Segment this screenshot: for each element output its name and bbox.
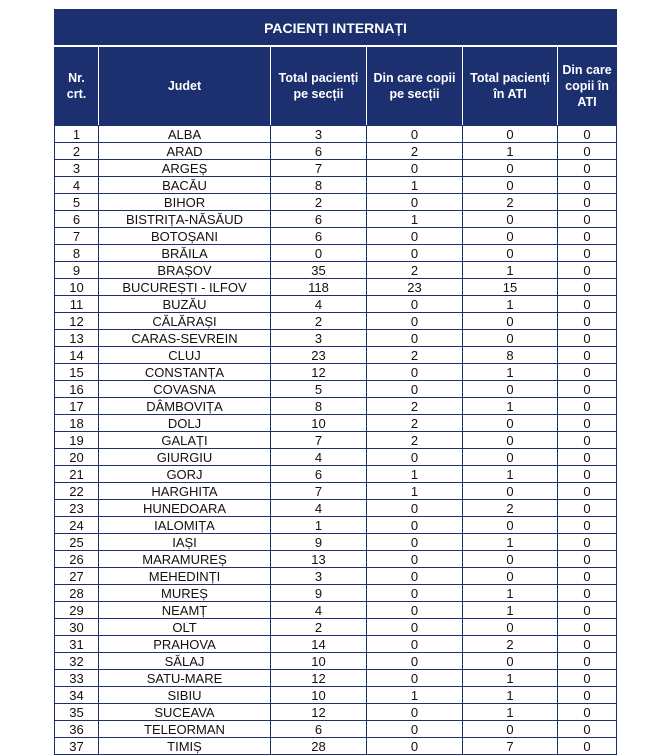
county-name: ALBA bbox=[99, 126, 271, 143]
copii-sectii: 0 bbox=[367, 738, 463, 755]
row-number: 18 bbox=[55, 415, 99, 432]
total-ati: 0 bbox=[463, 551, 558, 568]
county-name: CONSTANȚA bbox=[99, 364, 271, 381]
table-row bbox=[55, 721, 617, 738]
copii-sectii: 2 bbox=[367, 262, 463, 279]
total-ati: 1 bbox=[463, 534, 558, 551]
table-row bbox=[55, 398, 617, 415]
county-name: BUCUREȘTI - ILFOV bbox=[99, 279, 271, 296]
total-ati: 1 bbox=[463, 602, 558, 619]
row-number: 32 bbox=[55, 653, 99, 670]
copii-sectii: 0 bbox=[367, 126, 463, 143]
total-sectii: 4 bbox=[271, 602, 367, 619]
copii-ati: 0 bbox=[558, 347, 617, 364]
total-sectii: 5 bbox=[271, 381, 367, 398]
copii-sectii: 0 bbox=[367, 534, 463, 551]
copii-sectii: 1 bbox=[367, 211, 463, 228]
total-sectii: 4 bbox=[271, 296, 367, 313]
copii-ati: 0 bbox=[558, 194, 617, 211]
copii-ati: 0 bbox=[558, 466, 617, 483]
county-name: MARAMUREȘ bbox=[99, 551, 271, 568]
copii-sectii: 0 bbox=[367, 585, 463, 602]
county-name: MUREȘ bbox=[99, 585, 271, 602]
copii-ati: 0 bbox=[558, 483, 617, 500]
table-row bbox=[55, 228, 617, 245]
county-name: BIHOR bbox=[99, 194, 271, 211]
copii-sectii: 23 bbox=[367, 279, 463, 296]
total-ati: 0 bbox=[463, 653, 558, 670]
copii-sectii: 0 bbox=[367, 517, 463, 534]
table-row bbox=[55, 517, 617, 534]
county-name: GALAȚI bbox=[99, 432, 271, 449]
county-name: SIBIU bbox=[99, 687, 271, 704]
table-row bbox=[55, 160, 617, 177]
total-sectii: 9 bbox=[271, 585, 367, 602]
copii-sectii: 1 bbox=[367, 466, 463, 483]
county-name: SATU-MARE bbox=[99, 670, 271, 687]
total-sectii: 7 bbox=[271, 160, 367, 177]
county-name: TIMIȘ bbox=[99, 738, 271, 755]
patients-table-container bbox=[54, 9, 616, 755]
total-sectii: 28 bbox=[271, 738, 367, 755]
total-ati: 1 bbox=[463, 364, 558, 381]
county-name: MEHEDINȚI bbox=[99, 568, 271, 585]
row-number: 33 bbox=[55, 670, 99, 687]
row-number: 22 bbox=[55, 483, 99, 500]
copii-sectii: 0 bbox=[367, 160, 463, 177]
total-sectii: 35 bbox=[271, 262, 367, 279]
copii-ati: 0 bbox=[558, 636, 617, 653]
copii-sectii: 0 bbox=[367, 449, 463, 466]
header-copii-sectii: Din care copii pe secții bbox=[367, 46, 463, 126]
county-name: NEAMȚ bbox=[99, 602, 271, 619]
row-number: 21 bbox=[55, 466, 99, 483]
total-sectii: 7 bbox=[271, 432, 367, 449]
total-ati: 0 bbox=[463, 619, 558, 636]
copii-sectii: 0 bbox=[367, 568, 463, 585]
table-row bbox=[55, 704, 617, 721]
total-sectii: 10 bbox=[271, 653, 367, 670]
total-ati: 2 bbox=[463, 500, 558, 517]
header-total-ati: Total pacienți în ATI bbox=[463, 46, 558, 126]
copii-ati: 0 bbox=[558, 228, 617, 245]
county-name: HARGHITA bbox=[99, 483, 271, 500]
copii-ati: 0 bbox=[558, 738, 617, 755]
total-ati: 0 bbox=[463, 415, 558, 432]
header-judet: Judet bbox=[99, 46, 271, 126]
copii-sectii: 0 bbox=[367, 721, 463, 738]
copii-sectii: 2 bbox=[367, 398, 463, 415]
total-ati: 0 bbox=[463, 381, 558, 398]
total-ati: 0 bbox=[463, 160, 558, 177]
county-name: BUZĂU bbox=[99, 296, 271, 313]
copii-ati: 0 bbox=[558, 126, 617, 143]
total-ati: 0 bbox=[463, 211, 558, 228]
row-number: 28 bbox=[55, 585, 99, 602]
copii-sectii: 2 bbox=[367, 415, 463, 432]
copii-sectii: 0 bbox=[367, 194, 463, 211]
total-ati: 1 bbox=[463, 262, 558, 279]
copii-ati: 0 bbox=[558, 262, 617, 279]
table-row bbox=[55, 415, 617, 432]
table-title: PACIENȚI INTERNAȚI bbox=[55, 10, 617, 47]
row-number: 1 bbox=[55, 126, 99, 143]
row-number: 23 bbox=[55, 500, 99, 517]
row-number: 16 bbox=[55, 381, 99, 398]
total-ati: 1 bbox=[463, 296, 558, 313]
row-number: 5 bbox=[55, 194, 99, 211]
total-ati: 2 bbox=[463, 636, 558, 653]
header-nr bbox=[55, 46, 99, 126]
row-number: 7 bbox=[55, 228, 99, 245]
table-row bbox=[55, 313, 617, 330]
county-name: GORJ bbox=[99, 466, 271, 483]
header-total-sectii: Total pacienți pe secții bbox=[271, 46, 367, 126]
copii-ati: 0 bbox=[558, 670, 617, 687]
row-number: 11 bbox=[55, 296, 99, 313]
copii-sectii: 0 bbox=[367, 602, 463, 619]
total-ati: 0 bbox=[463, 483, 558, 500]
copii-sectii: 0 bbox=[367, 296, 463, 313]
total-sectii: 13 bbox=[271, 551, 367, 568]
table-row bbox=[55, 534, 617, 551]
row-number: 12 bbox=[55, 313, 99, 330]
row-number: 2 bbox=[55, 143, 99, 160]
total-sectii: 23 bbox=[271, 347, 367, 364]
copii-ati: 0 bbox=[558, 211, 617, 228]
copii-sectii: 0 bbox=[367, 381, 463, 398]
total-sectii: 8 bbox=[271, 177, 367, 194]
copii-ati: 0 bbox=[558, 619, 617, 636]
total-sectii: 118 bbox=[271, 279, 367, 296]
county-name: DÂMBOVIȚA bbox=[99, 398, 271, 415]
row-number: 20 bbox=[55, 449, 99, 466]
table-row bbox=[55, 636, 617, 653]
county-name: IAȘI bbox=[99, 534, 271, 551]
copii-ati: 0 bbox=[558, 704, 617, 721]
total-sectii: 8 bbox=[271, 398, 367, 415]
copii-ati: 0 bbox=[558, 364, 617, 381]
table-row bbox=[55, 568, 617, 585]
total-sectii: 2 bbox=[271, 194, 367, 211]
table-row bbox=[55, 449, 617, 466]
table-row bbox=[55, 347, 617, 364]
copii-sectii: 0 bbox=[367, 500, 463, 517]
row-number: 30 bbox=[55, 619, 99, 636]
row-number: 26 bbox=[55, 551, 99, 568]
copii-ati: 0 bbox=[558, 313, 617, 330]
row-number: 4 bbox=[55, 177, 99, 194]
row-number: 29 bbox=[55, 602, 99, 619]
table-row bbox=[55, 296, 617, 313]
copii-ati: 0 bbox=[558, 653, 617, 670]
total-ati: 0 bbox=[463, 126, 558, 143]
copii-ati: 0 bbox=[558, 500, 617, 517]
total-sectii: 6 bbox=[271, 721, 367, 738]
table-body bbox=[55, 126, 617, 755]
row-number: 27 bbox=[55, 568, 99, 585]
header-copii-ati: Din care copii în ATI bbox=[558, 46, 617, 126]
county-name: HUNEDOARA bbox=[99, 500, 271, 517]
copii-sectii: 0 bbox=[367, 313, 463, 330]
table-row bbox=[55, 653, 617, 670]
total-sectii: 6 bbox=[271, 466, 367, 483]
copii-ati: 0 bbox=[558, 245, 617, 262]
copii-sectii: 0 bbox=[367, 364, 463, 381]
table-row bbox=[55, 126, 617, 143]
total-ati: 8 bbox=[463, 347, 558, 364]
total-sectii: 3 bbox=[271, 330, 367, 347]
county-name: PRAHOVA bbox=[99, 636, 271, 653]
county-name: BRĂILA bbox=[99, 245, 271, 262]
row-number: 31 bbox=[55, 636, 99, 653]
total-sectii: 4 bbox=[271, 500, 367, 517]
total-sectii: 12 bbox=[271, 670, 367, 687]
total-sectii: 3 bbox=[271, 126, 367, 143]
copii-sectii: 0 bbox=[367, 653, 463, 670]
total-ati: 0 bbox=[463, 313, 558, 330]
copii-ati: 0 bbox=[558, 160, 617, 177]
county-name: IALOMIȚA bbox=[99, 517, 271, 534]
total-sectii: 9 bbox=[271, 534, 367, 551]
row-number: 17 bbox=[55, 398, 99, 415]
total-ati: 0 bbox=[463, 245, 558, 262]
table-row bbox=[55, 687, 617, 704]
total-sectii: 10 bbox=[271, 415, 367, 432]
total-sectii: 6 bbox=[271, 143, 367, 160]
county-name: ARAD bbox=[99, 143, 271, 160]
total-ati: 0 bbox=[463, 721, 558, 738]
table-row bbox=[55, 432, 617, 449]
row-number: 6 bbox=[55, 211, 99, 228]
copii-sectii: 0 bbox=[367, 636, 463, 653]
copii-ati: 0 bbox=[558, 177, 617, 194]
table-row bbox=[55, 500, 617, 517]
copii-ati: 0 bbox=[558, 568, 617, 585]
total-ati: 7 bbox=[463, 738, 558, 755]
copii-sectii: 0 bbox=[367, 228, 463, 245]
copii-ati: 0 bbox=[558, 398, 617, 415]
total-ati: 1 bbox=[463, 143, 558, 160]
county-name: TELEORMAN bbox=[99, 721, 271, 738]
row-number: 8 bbox=[55, 245, 99, 262]
copii-sectii: 2 bbox=[367, 432, 463, 449]
total-ati: 0 bbox=[463, 330, 558, 347]
copii-ati: 0 bbox=[558, 602, 617, 619]
county-name: BOTOȘANI bbox=[99, 228, 271, 245]
total-ati: 0 bbox=[463, 432, 558, 449]
total-ati: 0 bbox=[463, 449, 558, 466]
row-number: 10 bbox=[55, 279, 99, 296]
copii-ati: 0 bbox=[558, 415, 617, 432]
row-number: 37 bbox=[55, 738, 99, 755]
total-sectii: 6 bbox=[271, 211, 367, 228]
row-number: 35 bbox=[55, 704, 99, 721]
table-row bbox=[55, 483, 617, 500]
copii-sectii: 2 bbox=[367, 143, 463, 160]
total-ati: 0 bbox=[463, 177, 558, 194]
row-number: 13 bbox=[55, 330, 99, 347]
copii-sectii: 0 bbox=[367, 330, 463, 347]
county-name: COVASNA bbox=[99, 381, 271, 398]
row-number: 25 bbox=[55, 534, 99, 551]
total-sectii: 12 bbox=[271, 704, 367, 721]
table-row bbox=[55, 279, 617, 296]
row-number: 24 bbox=[55, 517, 99, 534]
copii-sectii: 1 bbox=[367, 687, 463, 704]
total-ati: 1 bbox=[463, 398, 558, 415]
copii-ati: 0 bbox=[558, 381, 617, 398]
copii-ati: 0 bbox=[558, 432, 617, 449]
total-ati: 0 bbox=[463, 568, 558, 585]
table-row bbox=[55, 670, 617, 687]
table-row bbox=[55, 619, 617, 636]
row-number: 14 bbox=[55, 347, 99, 364]
county-name: CĂLĂRAȘI bbox=[99, 313, 271, 330]
copii-sectii: 0 bbox=[367, 704, 463, 721]
table-row bbox=[55, 177, 617, 194]
copii-ati: 0 bbox=[558, 551, 617, 568]
copii-ati: 0 bbox=[558, 296, 617, 313]
copii-ati: 0 bbox=[558, 585, 617, 602]
table-row bbox=[55, 381, 617, 398]
copii-ati: 0 bbox=[558, 687, 617, 704]
copii-sectii: 0 bbox=[367, 245, 463, 262]
total-ati: 0 bbox=[463, 228, 558, 245]
total-sectii: 2 bbox=[271, 619, 367, 636]
total-ati: 1 bbox=[463, 585, 558, 602]
total-ati: 1 bbox=[463, 466, 558, 483]
total-ati: 1 bbox=[463, 704, 558, 721]
county-name: OLT bbox=[99, 619, 271, 636]
total-sectii: 2 bbox=[271, 313, 367, 330]
total-ati: 15 bbox=[463, 279, 558, 296]
copii-sectii: 0 bbox=[367, 670, 463, 687]
table-row bbox=[55, 466, 617, 483]
total-sectii: 12 bbox=[271, 364, 367, 381]
total-sectii: 14 bbox=[271, 636, 367, 653]
row-number: 34 bbox=[55, 687, 99, 704]
county-name: CLUJ bbox=[99, 347, 271, 364]
row-number: 15 bbox=[55, 364, 99, 381]
row-number: 9 bbox=[55, 262, 99, 279]
county-name: DOLJ bbox=[99, 415, 271, 432]
copii-sectii: 2 bbox=[367, 347, 463, 364]
copii-ati: 0 bbox=[558, 721, 617, 738]
total-sectii: 7 bbox=[271, 483, 367, 500]
copii-ati: 0 bbox=[558, 143, 617, 160]
copii-sectii: 1 bbox=[367, 483, 463, 500]
table-row bbox=[55, 602, 617, 619]
table-row bbox=[55, 194, 617, 211]
row-number: 3 bbox=[55, 160, 99, 177]
table-row bbox=[55, 143, 617, 160]
copii-ati: 0 bbox=[558, 330, 617, 347]
table-row bbox=[55, 245, 617, 262]
county-name: SĂLAJ bbox=[99, 653, 271, 670]
county-name: CARAS-SEVREIN bbox=[99, 330, 271, 347]
copii-ati: 0 bbox=[558, 449, 617, 466]
total-sectii: 1 bbox=[271, 517, 367, 534]
county-name: GIURGIU bbox=[99, 449, 271, 466]
table-row bbox=[55, 585, 617, 602]
table-row bbox=[55, 738, 617, 755]
table-row bbox=[55, 211, 617, 228]
total-sectii: 4 bbox=[271, 449, 367, 466]
copii-sectii: 0 bbox=[367, 551, 463, 568]
county-name: BACĂU bbox=[99, 177, 271, 194]
row-number: 36 bbox=[55, 721, 99, 738]
table-row bbox=[55, 551, 617, 568]
table-row bbox=[55, 262, 617, 279]
hospitalized-patients-table bbox=[54, 9, 617, 755]
table-row bbox=[55, 330, 617, 347]
county-name: BISTRIȚA-NĂSĂUD bbox=[99, 211, 271, 228]
copii-ati: 0 bbox=[558, 534, 617, 551]
total-sectii: 0 bbox=[271, 245, 367, 262]
copii-ati: 0 bbox=[558, 279, 617, 296]
county-name: BRAȘOV bbox=[99, 262, 271, 279]
total-sectii: 10 bbox=[271, 687, 367, 704]
total-sectii: 6 bbox=[271, 228, 367, 245]
total-ati: 1 bbox=[463, 670, 558, 687]
row-number: 19 bbox=[55, 432, 99, 449]
county-name: ARGEȘ bbox=[99, 160, 271, 177]
total-ati: 0 bbox=[463, 517, 558, 534]
county-name: SUCEAVA bbox=[99, 704, 271, 721]
table-row bbox=[55, 364, 617, 381]
total-ati: 2 bbox=[463, 194, 558, 211]
copii-ati: 0 bbox=[558, 517, 617, 534]
total-sectii: 3 bbox=[271, 568, 367, 585]
total-ati: 1 bbox=[463, 687, 558, 704]
copii-sectii: 1 bbox=[367, 177, 463, 194]
copii-sectii: 0 bbox=[367, 619, 463, 636]
header-nr-label: Nr. crt. bbox=[66, 71, 87, 101]
